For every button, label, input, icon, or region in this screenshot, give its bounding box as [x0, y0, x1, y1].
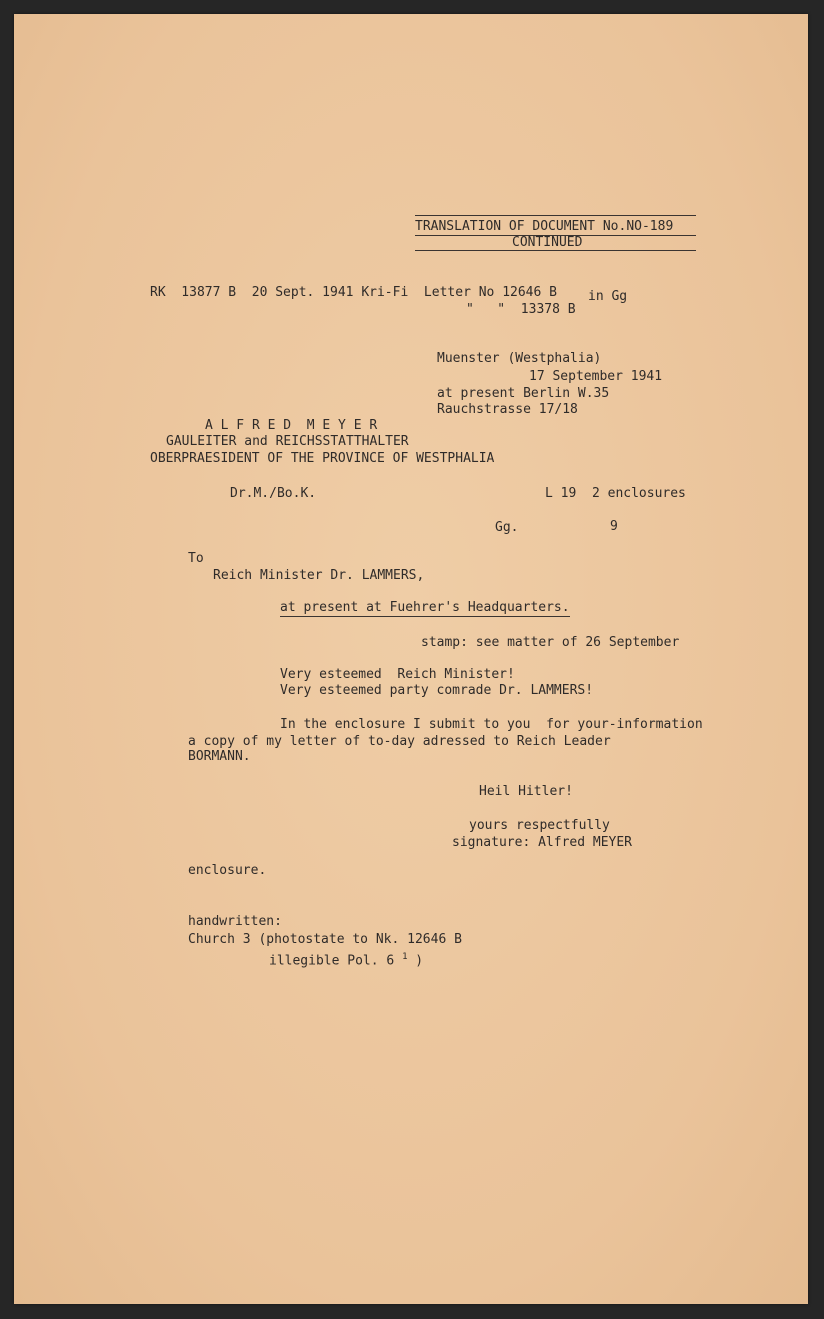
handwritten-line-2 [269, 949, 423, 969]
body-line-1: In the enclosure I submit to you for your-information [280, 717, 703, 732]
date-line: 17 September 1941 [529, 369, 663, 384]
document-page [14, 14, 808, 1304]
salutation-line-2: Very esteemed party comrade Dr. LAMMERS! [280, 683, 594, 698]
stamp-note: stamp: see matter of 26 September [421, 635, 680, 650]
reference-line-1: RK 13877 B 20 Sept. 1941 Kri-Fi Letter No 12646 B [150, 285, 557, 300]
enclosure-note: enclosure. [188, 863, 267, 878]
reference-line-2: " " 13378 B [466, 302, 576, 317]
place-line: Muenster (Westphalia) [437, 351, 602, 366]
document-title: TRANSLATION OF DOCUMENT No.NO-189 [415, 219, 674, 234]
handwritten-label: handwritten: [188, 914, 282, 929]
recipient-name: Reich Minister Dr. LAMMERS, [213, 568, 425, 583]
header-top-rule [415, 215, 696, 216]
closing-yours: yours respectfully [469, 818, 610, 833]
recipient-to: To [188, 551, 204, 566]
handwritten-superscript: 1 [402, 952, 408, 962]
document-continued: CONTINUED [512, 235, 583, 250]
sender-name: A L F R E D M E Y E R [205, 418, 378, 433]
closing-heil: Heil Hitler! [479, 784, 573, 799]
street-address-line: Rauchstrasse 17/18 [437, 402, 578, 417]
gg-number: 9 [610, 519, 618, 534]
gg-label: Gg. [495, 520, 519, 535]
file-reference: Dr.M./Bo.K. [230, 486, 317, 501]
header-bottom-rule [415, 250, 696, 251]
sender-title-1: GAULEITER and REICHSSTATTHALTER [166, 434, 409, 449]
closing-signature: signature: Alfred MEYER [452, 835, 633, 850]
present-location-line: at present Berlin W.35 [437, 386, 610, 401]
body-line-3: BORMANN. [188, 749, 251, 764]
salutation-line-1: Very esteemed Reich Minister! [280, 667, 515, 682]
sender-title-2: OBERPRAESIDENT OF THE PROVINCE OF WESTPHALIA [150, 451, 495, 466]
body-line-2: a copy of my letter of to-day adressed to Reich Leader [188, 734, 611, 749]
reference-in-gg: in Gg [588, 289, 628, 304]
handwritten-line-2-text: illegible Pol. 6 [269, 953, 403, 969]
recipient-location: at present at Fuehrer's Headquarters. [280, 600, 570, 615]
enclosures-count: L 19 2 enclosures [545, 486, 686, 501]
handwritten-line-2-end: ) [407, 953, 424, 969]
handwritten-line-1: Church 3 (photostate to Nk. 12646 B [188, 932, 462, 947]
